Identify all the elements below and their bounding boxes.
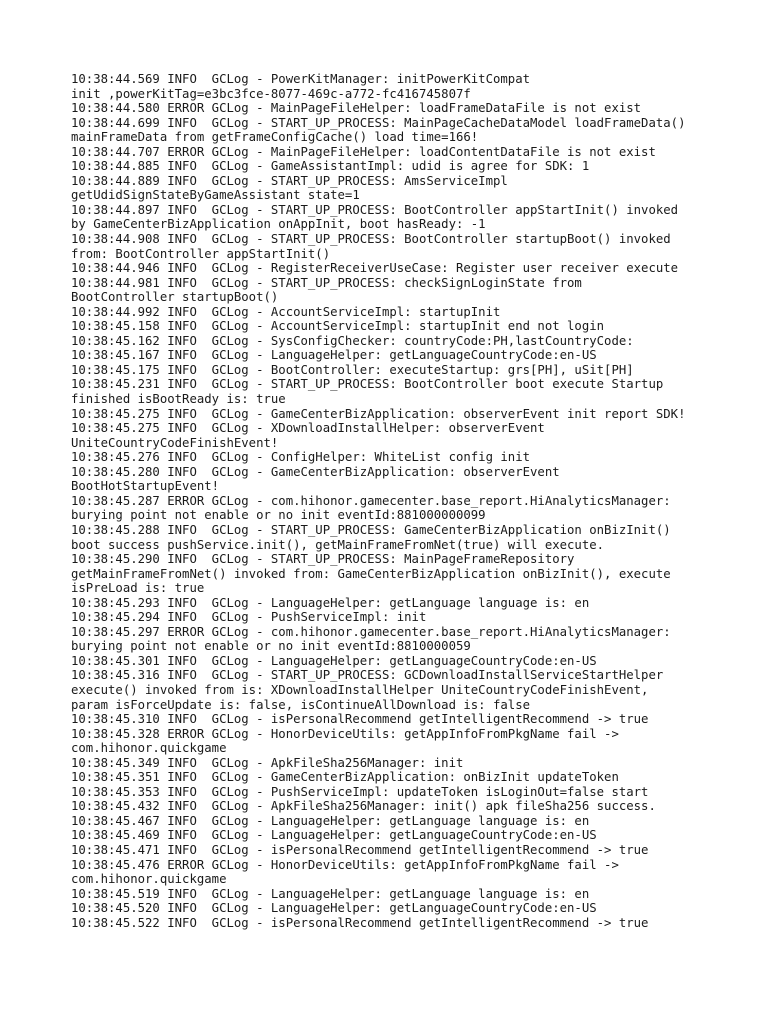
- log-line: 10:38:44.897 INFO GCLog - START_UP_PROCESS: BootController appStartInit() invoked: [71, 202, 679, 217]
- log-line: com.hihonor.quickgame: [71, 872, 227, 887]
- log-line: getMainFrameFromNet() invoked from: GameCenterBizApplication onBizInit(), execute: [71, 566, 671, 581]
- log-line: 10:38:45.316 INFO GCLog - START_UP_PROCESS: GCDownloadInstallServiceStartHelper: [71, 668, 664, 683]
- log-line: 10:38:45.275 INFO GCLog - XDownloadInstallHelper: observerEvent: [71, 421, 545, 436]
- log-line: isPreLoad is: true: [71, 581, 205, 596]
- log-line: 10:38:45.294 INFO GCLog - PushServiceImpl: init: [71, 610, 427, 625]
- log-line: boot success pushService.init(), getMainFrameFromNet(true) will execute.: [71, 537, 605, 552]
- log-line: 10:38:45.432 INFO GCLog - ApkFileSha256Manager: init() apk fileSha256 success.: [71, 799, 656, 814]
- log-line: 10:38:44.885 INFO GCLog - GameAssistantImpl: udid is agree for SDK: 1: [71, 159, 590, 174]
- log-line: burying point not enable or no init eventId:8810000059: [71, 639, 471, 654]
- log-line: init ,powerKitTag=e3bc3fce-8077-469c-a772-fc416745807f: [71, 86, 471, 101]
- log-line: 10:38:45.301 INFO GCLog - LanguageHelper: getLanguageCountryCode:en-US: [71, 653, 597, 668]
- log-line: 10:38:45.287 ERROR GCLog - com.hihonor.gamecenter.base_report.HiAnalyticsManager:: [71, 493, 671, 508]
- log-line: 10:38:45.476 ERROR GCLog - HonorDeviceUtils: getAppInfoFromPkgName fail ->: [71, 857, 619, 872]
- log-line: finished isBootReady is: true: [71, 392, 286, 407]
- log-line: 10:38:45.522 INFO GCLog - isPersonalRecommend getIntelligentRecommend -> true: [71, 915, 649, 930]
- log-line: 10:38:45.471 INFO GCLog - isPersonalRecommend getIntelligentRecommend -> true: [71, 842, 649, 857]
- log-line: by GameCenterBizApplication onAppInit, boot hasReady: -1: [71, 217, 486, 232]
- log-line: 10:38:45.349 INFO GCLog - ApkFileSha256Manager: init: [71, 755, 464, 770]
- log-line: from: BootController appStartInit(): [71, 246, 331, 261]
- log-line: 10:38:45.297 ERROR GCLog - com.hihonor.gamecenter.base_report.HiAnalyticsManager:: [71, 624, 671, 639]
- log-line: 10:38:45.353 INFO GCLog - PushServiceImpl: updateToken isLoginOut=false start: [71, 784, 649, 799]
- log-line: 10:38:45.280 INFO GCLog - GameCenterBizApplication: observerEvent: [71, 464, 560, 479]
- log-line: 10:38:44.580 ERROR GCLog - MainPageFileHelper: loadFrameDataFile is not exist: [71, 101, 642, 116]
- log-line: 10:38:44.992 INFO GCLog - AccountServiceImpl: startupInit: [71, 304, 501, 319]
- log-line: com.hihonor.quickgame: [71, 741, 227, 756]
- log-line: 10:38:45.310 INFO GCLog - isPersonalRecommend getIntelligentRecommend -> true: [71, 712, 649, 727]
- log-line: param isForceUpdate is: false, isContinueAllDownload is: false: [71, 697, 531, 712]
- log-line: 10:38:45.167 INFO GCLog - LanguageHelper: getLanguageCountryCode:en-US: [71, 348, 597, 363]
- log-line: getUdidSignStateByGameAssistant state=1: [71, 188, 360, 203]
- log-line: 10:38:45.520 INFO GCLog - LanguageHelper: getLanguageCountryCode:en-US: [71, 901, 597, 916]
- log-line: 10:38:44.908 INFO GCLog - START_UP_PROCESS: BootController startupBoot() invoked: [71, 232, 671, 247]
- log-line: 10:38:45.275 INFO GCLog - GameCenterBizApplication: observerEvent init report SDK!: [71, 406, 686, 421]
- log-line: 10:38:45.162 INFO GCLog - SysConfigChecker: countryCode:PH,lastCountryCode:: [71, 333, 634, 348]
- log-line: 10:38:44.569 INFO GCLog - PowerKitManager: initPowerKitCompat: [71, 72, 531, 86]
- log-line: 10:38:44.699 INFO GCLog - START_UP_PROCESS: MainPageCacheDataModel loadFrameData(): [71, 115, 686, 130]
- log-line: mainFrameData from getFrameConfigCache() load time=166!: [71, 130, 479, 145]
- log-line: 10:38:45.293 INFO GCLog - LanguageHelper: getLanguage language is: en: [71, 595, 590, 610]
- log-line: 10:38:44.707 ERROR GCLog - MainPageFileHelper: loadContentDataFile is not exist: [71, 144, 656, 159]
- log-text-block: [71, 72, 751, 930]
- log-line: 10:38:45.231 INFO GCLog - START_UP_PROCESS: BootController boot execute Startup: [71, 377, 664, 392]
- log-line: 10:38:45.351 INFO GCLog - GameCenterBizApplication: onBizInit updateToken: [71, 770, 619, 785]
- log-line: 10:38:44.889 INFO GCLog - START_UP_PROCESS: AmsServiceImpl: [71, 173, 508, 188]
- log-line: execute() invoked from is: XDownloadInstallHelper UniteCountryCodeFinishEvent,: [71, 682, 649, 697]
- log-line: 10:38:45.158 INFO GCLog - AccountServiceImpl: startupInit end not login: [71, 319, 605, 334]
- log-line: 10:38:45.175 INFO GCLog - BootController: executeStartup: grs[PH], uSit[PH]: [71, 362, 634, 377]
- log-line: 10:38:44.981 INFO GCLog - START_UP_PROCESS: checkSignLoginState from: [71, 275, 582, 290]
- log-line: burying point not enable or no init eventId:881000000099: [71, 508, 486, 523]
- log-line: 10:38:45.276 INFO GCLog - ConfigHelper: WhiteList config init: [71, 450, 531, 465]
- log-line: 10:38:45.328 ERROR GCLog - HonorDeviceUtils: getAppInfoFromPkgName fail ->: [71, 726, 619, 741]
- log-line: 10:38:45.288 INFO GCLog - START_UP_PROCESS: GameCenterBizApplication onBizInit(): [71, 522, 671, 537]
- log-line: BootHotStartupEvent!: [71, 479, 220, 494]
- log-line: UniteCountryCodeFinishEvent!: [71, 435, 279, 450]
- log-line: 10:38:45.469 INFO GCLog - LanguageHelper: getLanguageCountryCode:en-US: [71, 828, 597, 843]
- log-line: 10:38:45.467 INFO GCLog - LanguageHelper: getLanguage language is: en: [71, 813, 590, 828]
- log-line: 10:38:44.946 INFO GCLog - RegisterReceiverUseCase: Register user receiver execute: [71, 261, 679, 276]
- log-line: 10:38:45.290 INFO GCLog - START_UP_PROCESS: MainPageFrameRepository: [71, 552, 575, 567]
- log-line: BootController startupBoot(): [71, 290, 279, 305]
- log-line: 10:38:45.519 INFO GCLog - LanguageHelper: getLanguage language is: en: [71, 886, 590, 901]
